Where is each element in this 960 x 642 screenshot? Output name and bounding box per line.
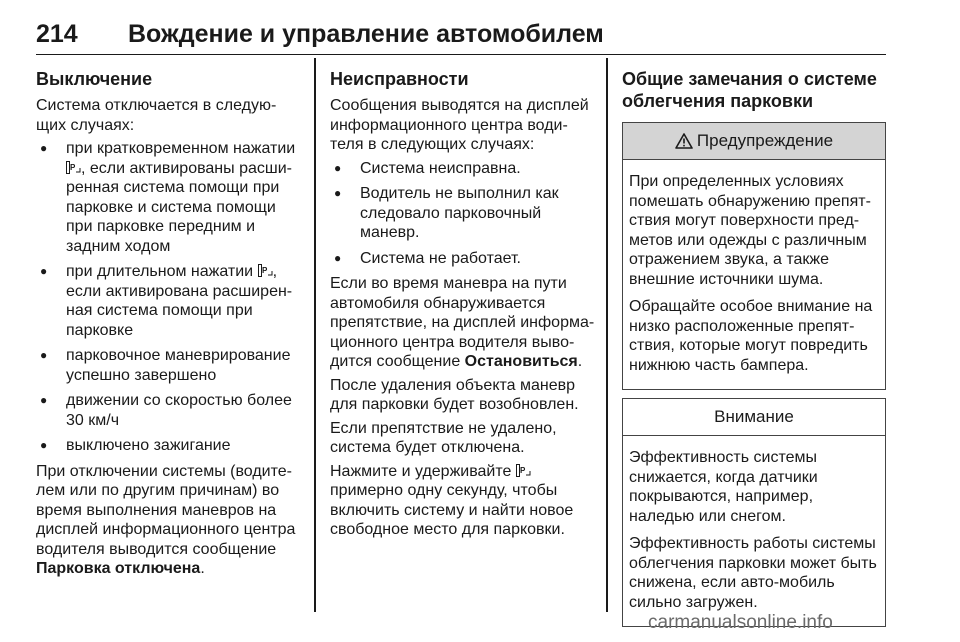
- park-assist-icon: [516, 464, 531, 477]
- list-item: ● Водитель не выполнил как следовало парковочный маневр.: [330, 184, 600, 243]
- notice-text: Эффективность системы снижается, когда датчики покрываются, например, наледью или снегом.: [629, 449, 818, 525]
- section-heading-general: Общие замечания о системе облегчения парковки: [622, 69, 877, 111]
- watermark: carmanualsonline.info: [648, 612, 833, 633]
- resume-paragraph: После удаления объекта маневр для парковки будет возобновлен.: [330, 376, 579, 413]
- intro-text: Сообщения выводятся на дисплей информационного центра води-теля в следующих случаях:: [330, 97, 589, 153]
- column-deactivation: [36, 58, 302, 583]
- column-divider: [606, 58, 608, 612]
- notice-title: Внимание: [714, 407, 794, 427]
- warning-text: При определенных условиях помешать обнаружению препят-ствия могут поверхности пред-метов или одежды с различным отражением звука, а также внешние источники шума.: [629, 173, 871, 288]
- notice-box: [622, 398, 886, 627]
- svg-text:P: P: [261, 266, 267, 275]
- warning-box-body: [623, 160, 885, 389]
- page-title: Вождение и управление автомобилем: [128, 20, 604, 48]
- restart-paragraph: Нажмите и удерживайте P примерно одну секунду, чтобы включить систему и найти новое свободное место для парковки.: [330, 462, 574, 538]
- notice-box-body: [623, 436, 885, 626]
- list-item: ● выключено зажигание: [36, 436, 302, 456]
- notice-text: Эффективность работы системы облегчения парковки может быть снижена, если авто-мобиль сильно загружен.: [629, 535, 877, 611]
- warning-box: [622, 122, 886, 390]
- faults-list: [330, 159, 600, 269]
- svg-text:P: P: [70, 162, 76, 172]
- warning-title: Предупреждение: [696, 131, 834, 151]
- disable-paragraph: Если препятствие не удалено, система будет отключена.: [330, 419, 557, 456]
- section-heading-deactivation: Выключение: [36, 69, 153, 89]
- warning-triangle-icon: [675, 133, 693, 149]
- deactivation-paragraph: При отключении системы (водите-лем или по другим причинам) во время выполнения маневров на дисплей информационного центра водителя выводится сообщение Парковка отключена.: [36, 462, 296, 577]
- park-assist-icon: [258, 264, 273, 277]
- message-stop: Остановиться: [464, 353, 578, 370]
- notice-box-header: [623, 399, 885, 436]
- page-number: 214: [36, 20, 78, 48]
- column-general-notes: [622, 58, 886, 627]
- list-item: ● парковочное маневрирование успешно завершено: [36, 346, 302, 385]
- list-item: ● при кратковременном нажатии P , если активированы расши-ренная система помощи при парковке и система помощи при парковке передним и задним ходом: [36, 139, 302, 256]
- page-header: [36, 14, 886, 55]
- column-divider: [314, 58, 316, 612]
- park-assist-icon: [66, 161, 81, 174]
- list-item: ● Система не работает.: [330, 249, 600, 269]
- warning-text: Обращайте особое внимание на низко расположенные препят-ствия, которые могут повредить нижнюю часть бампера.: [629, 298, 873, 374]
- obstacle-paragraph: Если во время маневра на пути автомобиля обнаруживается препятствие, на дисплей информа-ционного центра водителя выво-дится сообщение Остановиться.: [330, 275, 595, 370]
- list-item: ● при длительном нажатии P , если активирована расширен-ная система помощи при парковке: [36, 262, 302, 340]
- svg-text:P: P: [519, 465, 526, 475]
- message-parking-off: Парковка отключена: [36, 560, 201, 577]
- section-heading-faults: Неисправности: [330, 69, 469, 89]
- list-item: ● движении со скоростью более 30 км/ч: [36, 391, 302, 430]
- deactivation-list: [36, 139, 302, 456]
- warning-box-header: [623, 123, 885, 160]
- column-faults: [330, 58, 600, 544]
- list-item: ● Система неисправна.: [330, 159, 600, 179]
- intro-text: Система отключается в следую-щих случаях:: [36, 97, 277, 134]
